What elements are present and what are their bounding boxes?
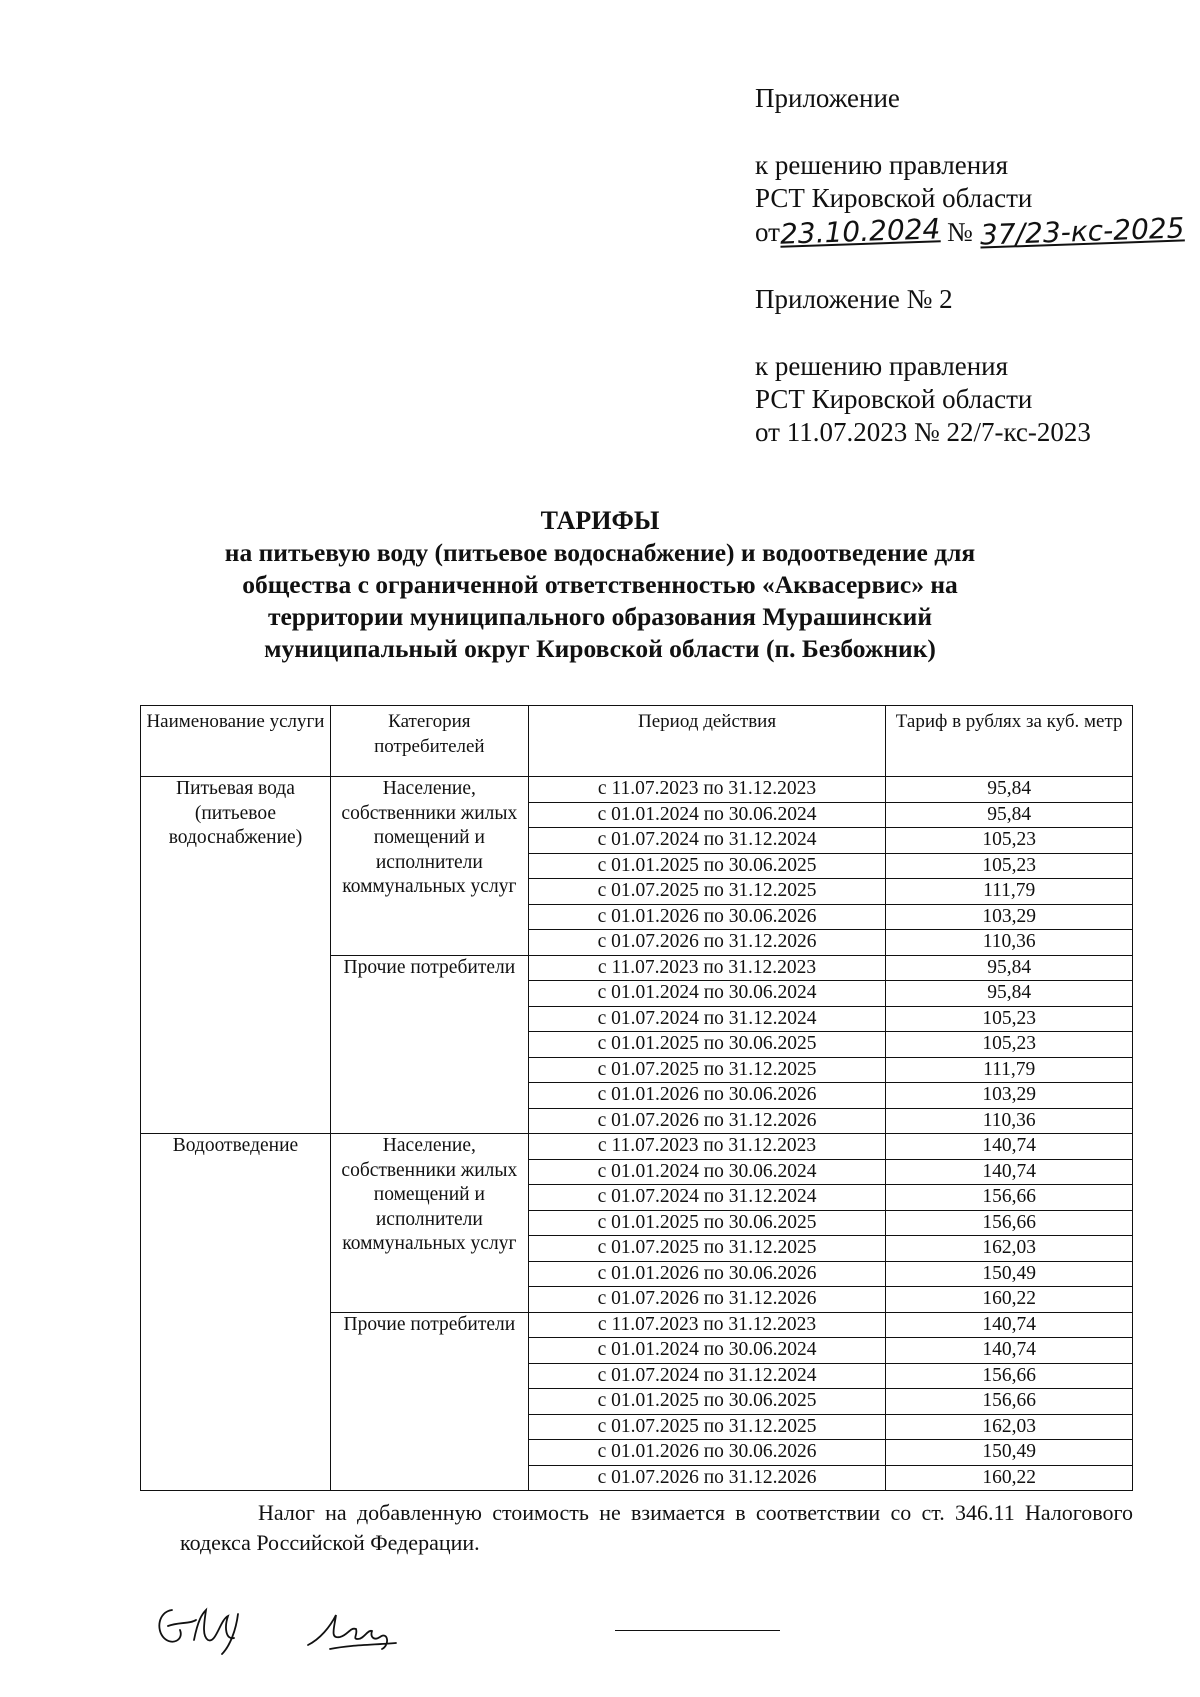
tariff-cell: 156,66	[886, 1185, 1133, 1211]
appendix-2-label: Приложение № 2	[755, 284, 953, 314]
period-cell: с 01.01.2026 по 30.06.2026	[528, 1083, 886, 1109]
header-service: Наименование услуги	[141, 706, 331, 777]
period-cell: с 01.01.2025 по 30.06.2025	[528, 1032, 886, 1058]
period-cell: с 01.01.2024 по 30.06.2024	[528, 981, 886, 1007]
tariff-cell: 110,36	[886, 1108, 1133, 1134]
header-period: Период действия	[528, 706, 886, 777]
tariff-cell: 140,74	[886, 1312, 1133, 1338]
period-cell: с 01.01.2025 по 30.06.2025	[528, 853, 886, 879]
tariff-cell: 160,22	[886, 1287, 1133, 1313]
tariff-cell: 156,66	[886, 1363, 1133, 1389]
tariff-cell: 160,22	[886, 1465, 1133, 1491]
period-cell: с 01.01.2026 по 30.06.2026	[528, 1440, 886, 1466]
period-cell: с 01.07.2024 по 31.12.2024	[528, 1185, 886, 1211]
tariff-cell: 140,74	[886, 1159, 1133, 1185]
period-cell: с 01.01.2024 по 30.06.2024	[528, 1338, 886, 1364]
period-cell: с 01.07.2024 по 31.12.2024	[528, 828, 886, 854]
tariff-cell: 111,79	[886, 879, 1133, 905]
period-cell: с 11.07.2023 по 31.12.2023	[528, 1134, 886, 1160]
date-prefix: от	[755, 217, 780, 247]
vat-note: Налог на добавленную стоимость не взимается в соответствии со ст. 346.11 Налогового кодекса Российской Федерации.	[180, 1500, 1133, 1555]
tariff-cell: 140,74	[886, 1134, 1133, 1160]
decision-line: к решению правления	[755, 150, 1009, 180]
period-cell: с 01.07.2025 по 31.12.2025	[528, 1236, 886, 1262]
period-cell: с 01.07.2024 по 31.12.2024	[528, 1006, 886, 1032]
tariff-cell: 162,03	[886, 1236, 1133, 1262]
period-cell: с 01.07.2026 по 31.12.2026	[528, 1108, 886, 1134]
tariff-cell: 162,03	[886, 1414, 1133, 1440]
title-line-1: на питьевую воду (питьевое водоснабжение) и водоотведение для	[224, 538, 976, 567]
period-cell: с 01.07.2025 по 31.12.2025	[528, 1057, 886, 1083]
tariff-cell: 95,84	[886, 802, 1133, 828]
category-other: Прочие потребители	[330, 955, 528, 1134]
original-decision-line: от 11.07.2023 № 22/7-кс-2023	[755, 417, 1091, 447]
tariff-cell: 150,49	[886, 1440, 1133, 1466]
handwritten-number: 37/23-кс-2025	[979, 211, 1185, 252]
title-line-4: муниципальный округ Кировской области (п. Безбожник)	[264, 634, 936, 663]
period-cell: с 01.07.2026 по 31.12.2026	[528, 930, 886, 956]
category-other: Прочие потребители	[330, 1312, 528, 1491]
tariff-cell: 140,74	[886, 1338, 1133, 1364]
title-main: ТАРИФЫ	[540, 506, 660, 535]
tariff-cell: 110,36	[886, 930, 1133, 956]
table-row	[141, 1134, 1133, 1160]
period-cell: с 01.01.2025 по 30.06.2025	[528, 1389, 886, 1415]
service-sewer: Водоотведение	[141, 1134, 331, 1491]
title-line-2: общества с ограниченной ответственностью «Аквасервис» на	[242, 570, 958, 599]
initials-signature-2	[300, 1605, 410, 1655]
handwritten-date: 23.10.2024	[779, 212, 941, 251]
tariff-table	[140, 705, 1133, 1491]
number-sign: №	[947, 217, 973, 247]
authority-line: РСТ Кировской области	[755, 183, 1033, 213]
authority-line-2: РСТ Кировской области	[755, 384, 1033, 414]
table-header-row	[141, 706, 1133, 777]
tariff-cell: 95,84	[886, 981, 1133, 1007]
appendix-label: Приложение	[755, 83, 900, 113]
period-cell: с 01.01.2026 по 30.06.2026	[528, 1261, 886, 1287]
period-cell: с 01.01.2025 по 30.06.2025	[528, 1210, 886, 1236]
tariff-cell: 111,79	[886, 1057, 1133, 1083]
period-cell: с 11.07.2023 по 31.12.2023	[528, 955, 886, 981]
period-cell: с 01.01.2024 по 30.06.2024	[528, 802, 886, 828]
decision-date-line	[755, 211, 1185, 252]
appendix-header	[755, 82, 1184, 449]
period-cell: с 01.07.2026 по 31.12.2026	[528, 1287, 886, 1313]
closing-line	[615, 1630, 780, 1631]
initials-signature-1	[150, 1600, 260, 1660]
period-cell: с 01.07.2025 по 31.12.2025	[528, 1414, 886, 1440]
tariff-cell: 156,66	[886, 1210, 1133, 1236]
category-population: Население, собственники жилых помещений и исполнители коммунальных услуг	[330, 1134, 528, 1313]
period-cell: с 11.07.2023 по 31.12.2023	[528, 1312, 886, 1338]
period-cell: с 01.01.2026 по 30.06.2026	[528, 904, 886, 930]
document-title	[150, 505, 1050, 665]
tariff-cell: 105,23	[886, 1032, 1133, 1058]
tariff-cell: 103,29	[886, 904, 1133, 930]
header-tariff: Тариф в рублях за куб. метр	[886, 706, 1133, 777]
header-category: Категория потребителей	[330, 706, 528, 777]
period-cell: с 01.07.2025 по 31.12.2025	[528, 879, 886, 905]
tariff-cell: 95,84	[886, 955, 1133, 981]
tariff-cell: 150,49	[886, 1261, 1133, 1287]
title-line-3: территории муниципального образования Мурашинский	[267, 602, 933, 631]
period-cell: с 01.01.2024 по 30.06.2024	[528, 1159, 886, 1185]
tariff-cell: 105,23	[886, 1006, 1133, 1032]
tariff-cell: 105,23	[886, 853, 1133, 879]
decision-line-2: к решению правления	[755, 351, 1009, 381]
tariff-cell: 103,29	[886, 1083, 1133, 1109]
category-population: Население, собственники жилых помещений и исполнители коммунальных услуг	[330, 777, 528, 956]
service-water: Питьевая вода (питьевое водоснабжение)	[141, 777, 331, 1134]
tariff-cell: 156,66	[886, 1389, 1133, 1415]
period-cell: с 01.07.2026 по 31.12.2026	[528, 1465, 886, 1491]
table-row	[141, 777, 1133, 803]
period-cell: с 11.07.2023 по 31.12.2023	[528, 777, 886, 803]
tariff-cell: 105,23	[886, 828, 1133, 854]
tariff-cell: 95,84	[886, 777, 1133, 803]
period-cell: с 01.07.2024 по 31.12.2024	[528, 1363, 886, 1389]
